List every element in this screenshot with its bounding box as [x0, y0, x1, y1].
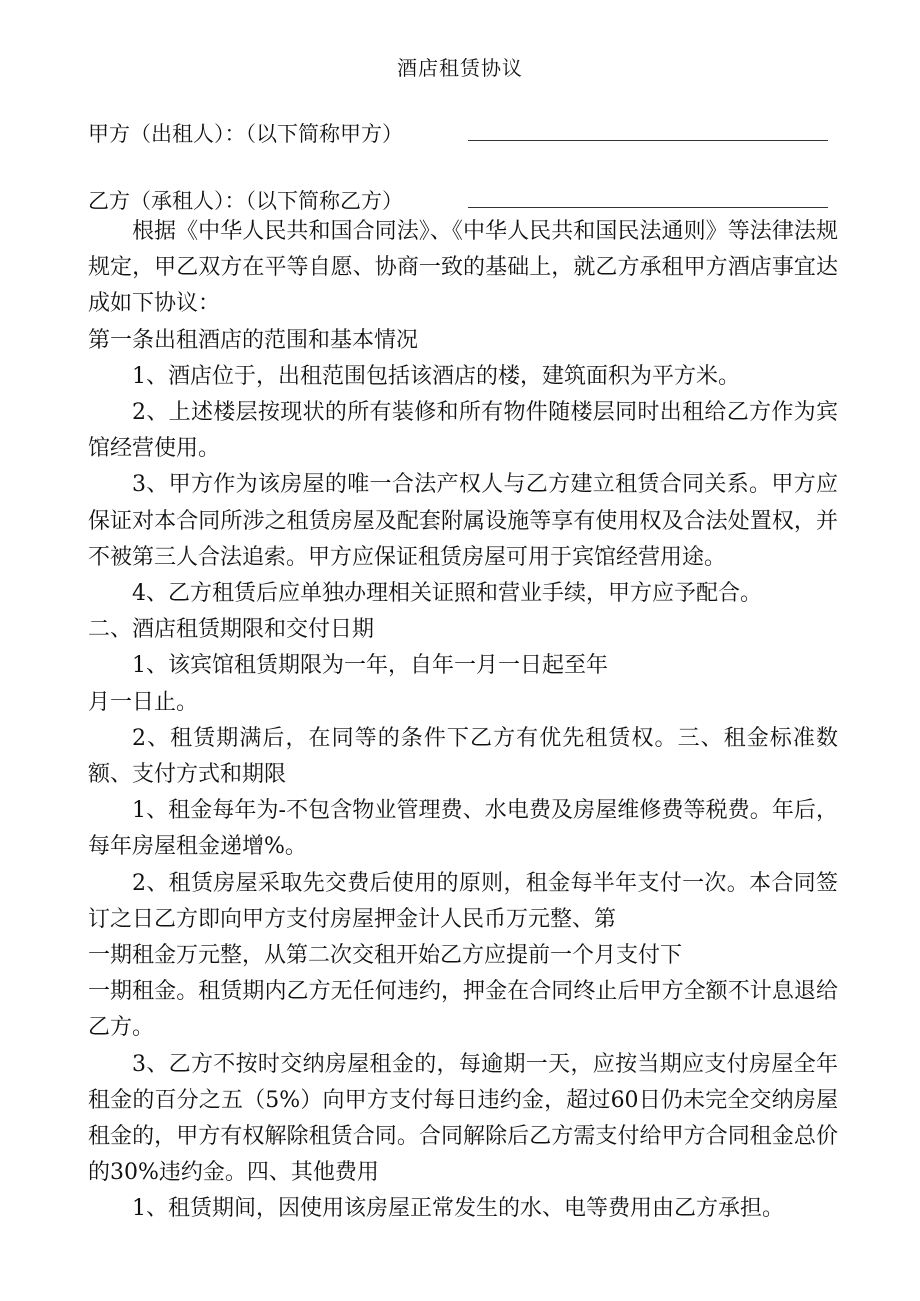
section-1-item-3: 3、甲方作为该房屋的唯一合法产权人与乙方建立租赁合同关系。甲方应保证对本合同所涉之租赁房屋及配套附属设施等享有使用权及合法处置权，并不被第三人合法追索。甲方应保证租赁房屋可用于宾馆经营用途。: [88, 472, 838, 570]
party-a-blank: [468, 140, 828, 141]
party-b-blank: [468, 207, 828, 208]
section-2-item-2: 2、租赁期满后，在同等的条件下乙方有优先租赁权。三、租金标准数额、支付方式和期限: [88, 725, 838, 788]
contract-body: [88, 214, 838, 1228]
section-3-item-3: 3、乙方不按时交纳房屋租金的，每逾期一天，应按当期应支付房屋全年租金的百分之五（5%）向甲方支付每日违约金，超过60日仍未完全交纳房屋租金的，甲方有权解除租赁合同。合同解除后乙方需支付给甲方合同租金总价的30%违约金。四、其他费用: [88, 1051, 838, 1186]
intro-paragraph: 根据《中华人民共和国合同法》、《中华人民共和国民法通则》等法律法规规定，甲乙双方在平等自愿、协商一致的基础上，就乙方承租甲方酒店事宜达成如下协议：: [88, 219, 838, 317]
party-a-line: [88, 118, 403, 148]
party-b-label: 乙方（承租人）：（以下简称乙方）: [88, 189, 403, 213]
section-3-item-1: 1、租金每年为-不包含物业管理费、水电费及房屋维修费等税费。年后，每年房屋租金递增%。: [88, 798, 838, 860]
section-3-item-2-line-1: 2、租赁房屋采取先交费后使用的原则，租金每半年支付一次。本合同签订之日乙方即向甲方支付房屋押金计人民币万元整、第: [88, 870, 838, 932]
section-2-heading: 二、酒店租赁期限和交付日期: [88, 617, 375, 643]
section-2-item-1-line-2: 月一日止。: [88, 689, 199, 715]
section-1-heading: 第一条出租酒店的范围和基本情况: [88, 327, 419, 353]
document-title: 酒店租赁协议: [397, 56, 523, 80]
party-b-line: [88, 185, 403, 215]
section-1-item-2: 2、上述楼层按现状的所有装修和所有物件随楼层同时出租给乙方作为宾馆经营使用。: [88, 400, 838, 462]
section-1-item-1: 1、酒店位于，出租范围包括该酒店的楼，建筑面积为平方米。: [132, 363, 740, 389]
party-a-label: 甲方（出租人）：（以下简称甲方）: [88, 122, 403, 146]
section-3-item-2-line-3: 一期租金。租赁期内乙方无任何违约，押金在合同终止后甲方全额不计息退给乙方。: [88, 979, 838, 1041]
section-3-item-2-line-2: 一期租金万元整，从第二次交租开始乙方应提前一个月支付下: [88, 943, 683, 969]
section-1-item-4: 4、乙方租赁后应单独办理相关证照和营业手续，甲方应予配合。: [132, 581, 762, 607]
section-4-item-1: 1、租赁期间，因使用该房屋正常发生的水、电等费用由乙方承担。: [132, 1196, 784, 1222]
section-2-item-1-line-1: 1、该宾馆租赁期限为一年，自年一月一日起至年: [132, 653, 608, 679]
